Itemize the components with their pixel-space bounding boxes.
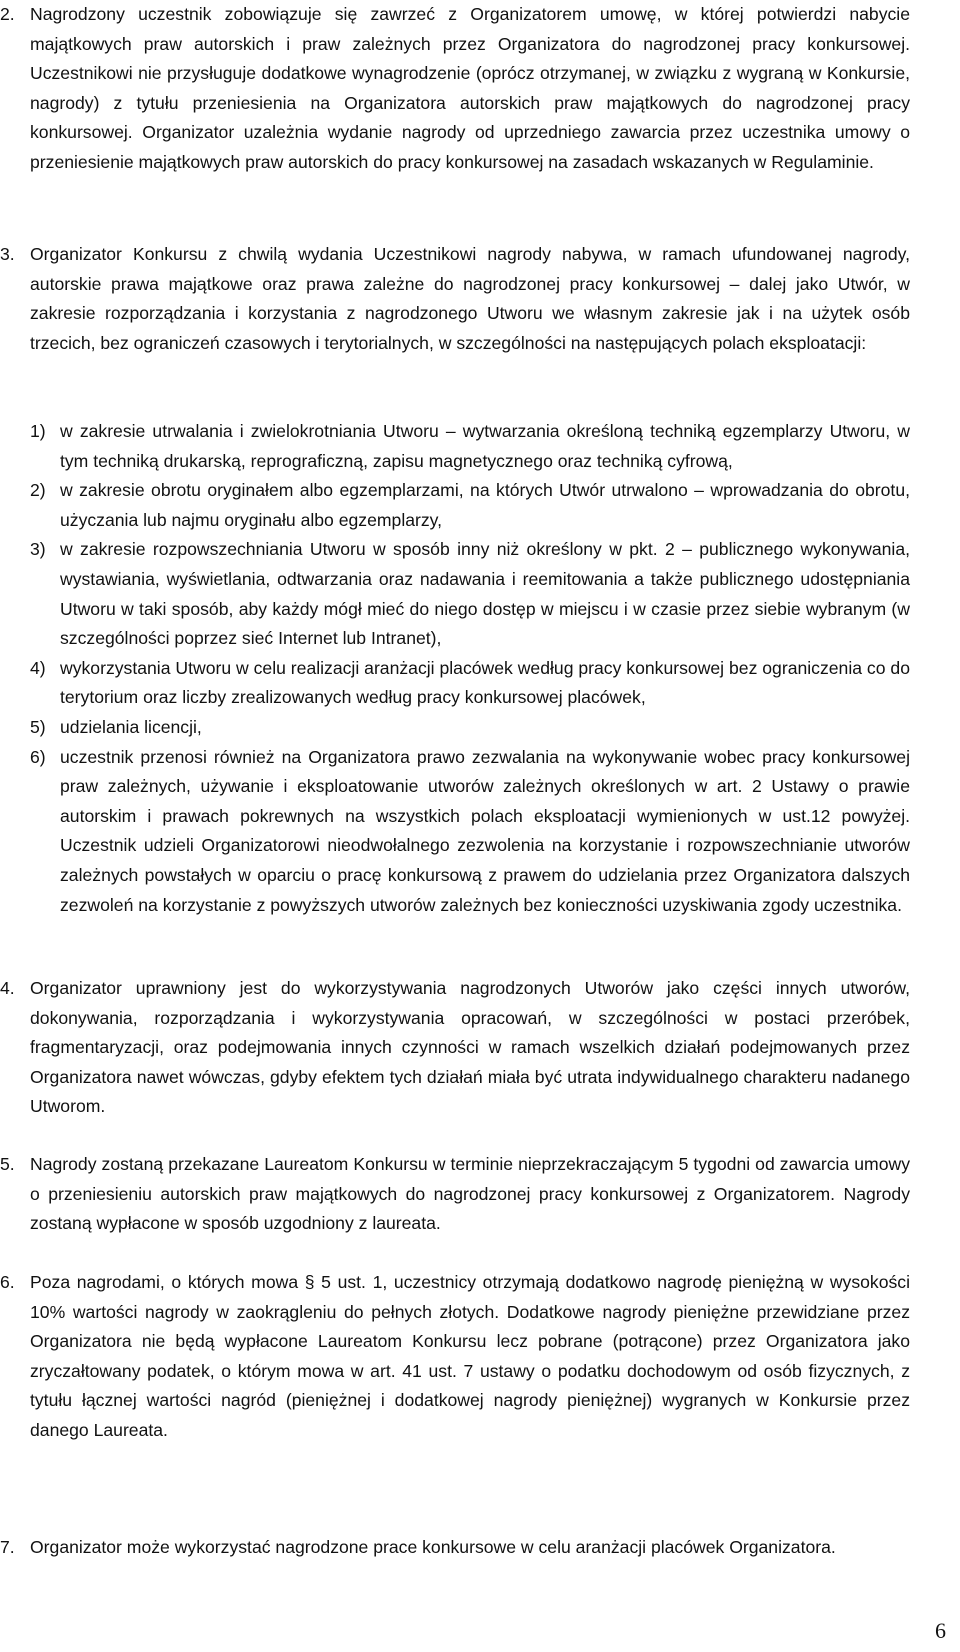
list-item-number: 4) (30, 657, 46, 678)
list-item-text: w zakresie utrwalania i zwielokrotniania Utworu – wytwarzania określoną techniką egzemplarzy Utworu, w tym techniką drukarską, reprograficzną, zapisu magnetycznego oraz techniką cyfrową, (60, 421, 910, 471)
exploitation-fields-list (30, 417, 910, 920)
list-item (30, 476, 910, 535)
list-item-text: udzielania licencji, (60, 716, 202, 737)
paragraph-number: 3. (0, 244, 15, 264)
paragraph-number: 4. (0, 978, 15, 998)
list-item-text: wykorzystania Utworu w celu realizacji aranżacji placówek według pracy konkursowej bez ograniczenia co do terytorium oraz liczby zrealizowanych według pracy konkursowej placówek, (60, 657, 910, 708)
paragraph-2 (0, 0, 910, 178)
list-item-number: 1) (30, 421, 46, 441)
paragraph-text: Organizator może wykorzystać nagrodzone prace konkursowe w celu aranżacji placówek Organizatora. (30, 1537, 836, 1557)
paragraph-text: Poza nagrodami, o których mowa § 5 ust. 1, uczestnicy otrzymają dodatkowo nagrodę pieniężną w wysokości 10% wartości nagrody w zaokrągleniu do pełnych złotych. Dodatkowe nagrody pieniężne przewidziane przez Organizatora nie będą wypłacone Laureatom Konkursu lecz pobrane (potrącone) przez Organizatora jako zryczałtowany podatek, o którym mowa w art. 41 ust. 7 ustawy o podatku dochodowym od osób fizycznych, z tytułu łącznej wartości nagród (pieniężnej i dodatkowej nagrody pieniężnej) wygranych w Konkursie przez danego Laureata. (30, 1272, 910, 1440)
paragraph-4 (0, 974, 910, 1122)
list-item-text: uczestnik przenosi również na Organizatora prawo zezwalania na wykonywanie wobec pracy konkursowej praw zależnych, używanie i eksploatowanie utworów zależnych określonych w art. 2 Ustawy o prawie autorskim i prawach pokrewnych na wszystkich polach eksploatacji wymienionych w ust.12 powyżej. Uczestnik udzieli Organizatorowi nieodwołalnego zezwolenia na korzystanie i rozpowszechnianie utworów zależnych powstałych w oparciu o pracę konkursową z prawem do udzielania przez Organizatora dalszych zezwoleń na korzystanie z powyższych utworów zależnych bez konieczności uzyskiwania zgody uczestnika. (60, 746, 910, 915)
paragraph-number: 2. (0, 4, 15, 24)
paragraph-number: 7. (0, 1537, 15, 1557)
paragraph-number: 5. (0, 1154, 15, 1174)
list-item-number: 2) (30, 480, 46, 501)
paragraph-text: Organizator uprawniony jest do wykorzystywania nagrodzonych Utworów jako części innych utworów, dokonywania, rozporządzania i wykorzystywania opracowań, w szczególności w postaci przeróbek, fragmentaryzacji, oraz podejmowania innych czynności w ramach wszelkich działań podejmowanych przez Organizatora nawet wówczas, gdyby efektem tych działań miała być utrata indywidualnego charakteru nadanego Utworom. (30, 978, 910, 1117)
list-item (30, 713, 910, 743)
list-item-text: w zakresie rozpowszechniania Utworu w sposób inny niż określony w pkt. 2 – publicznego wykonywania, wystawiania, wyświetlania, odtwarzania oraz nadawania i reemitowania a także publicznego udostępniania Utworu w taki sposób, aby każdy mógł mieć do niego dostęp w miejscu i w czasie przez siebie wybranym (w szczególności poprzez sieć Internet lub Intranet), (60, 539, 910, 649)
list-item-text: w zakresie obrotu oryginałem albo egzemplarzami, na których Utwór utrwalono – wprowadzania do obrotu, użyczania lub najmu oryginału albo egzemplarzy, (60, 480, 910, 530)
paragraph-6 (0, 1268, 910, 1446)
list-item-number: 5) (30, 716, 46, 737)
paragraph-text: Nagrody zostaną przekazane Laureatom Konkursu w terminie nieprzekraczającym 5 tygodni od zawarcia umowy o przeniesieniu autorskich praw majątkowych do nagrodzonej pracy konkursowej z Organizatorem. Nagrody zostaną wypłacone w sposób uzgodniony z laureata. (30, 1154, 910, 1234)
paragraph-5 (0, 1150, 910, 1239)
paragraph-3 (0, 240, 910, 358)
paragraph-7 (0, 1533, 910, 1563)
page-number: 6 (935, 1618, 946, 1643)
paragraph-text: Organizator Konkursu z chwilą wydania Uczestnikowi nagrody nabywa, w ramach ufundowanej nagrody, autorskie prawa majątkowe oraz prawa zależne do nagrodzonej pracy konkursowej – dalej jako Utwór, w zakresie rozporządzania i korzystania z nagrodzonego Utworu we własnym zakresie jak i na użytek osób trzecich, bez ograniczeń czasowych i terytorialnych, w szczególności na następujących polach eksploatacji: (30, 244, 910, 353)
list-item-number: 3) (30, 539, 46, 560)
list-item (30, 535, 910, 653)
paragraph-text: Nagrodzony uczestnik zobowiązuje się zawrzeć z Organizatorem umowę, w której potwierdzi nabycie majątkowych praw autorskich i praw zależnych przez Organizatora do nagrodzonej pracy konkursowej. Uczestnikowi nie przysługuje dodatkowe wynagrodzenie (oprócz otrzymanej, w związku z wygraną w Konkursie, nagrody) z tytułu przeniesienia na Organizatora autorskich praw majątkowych do nagrodzonej pracy konkursowej. Organizator uzależnia wydanie nagrody od uprzedniego zawarcia przez uczestnika umowy o przeniesienie majątkowych praw autorskich do pracy konkursowej na zasadach wskazanych w Regulaminie. (30, 4, 910, 172)
paragraph-number: 6. (0, 1272, 15, 1292)
list-item (30, 417, 910, 476)
list-item-number: 6) (30, 746, 46, 767)
list-item (30, 743, 910, 921)
list-item (30, 654, 910, 713)
